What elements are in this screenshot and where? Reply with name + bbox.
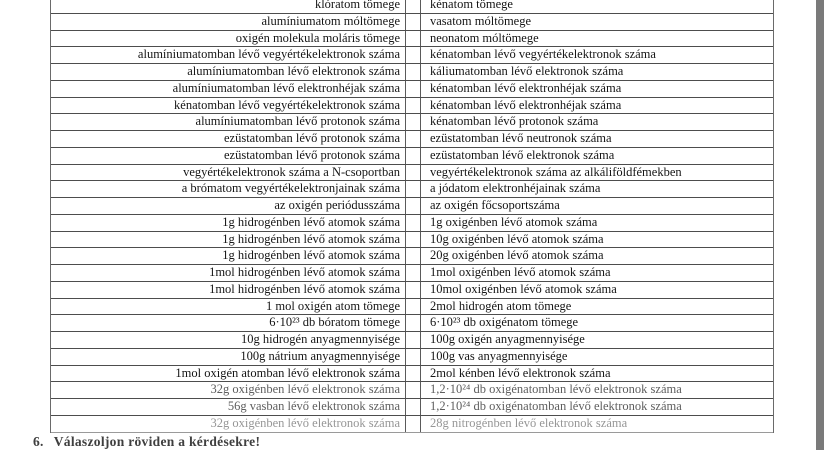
table-row (51, 98, 773, 115)
left-quantity-cell: ezüstatomban lévő protonok száma (51, 131, 406, 147)
answer-gap-cell (406, 198, 421, 214)
answer-gap-cell (406, 315, 421, 331)
right-quantity-cell: 6·10²³ db oxigénatom tömege (430, 315, 579, 330)
table-row (51, 114, 773, 131)
table-row (51, 332, 773, 349)
table-row (51, 181, 773, 198)
left-quantity-cell: oxigén molekula moláris tömege (51, 31, 406, 47)
table-row (51, 349, 773, 366)
table-row (51, 131, 773, 148)
right-quantity-cell: vegyértékelektronok száma az alkáliföldfémekben (430, 164, 682, 179)
answer-gap-cell (406, 399, 421, 415)
right-quantity-cell: 20g oxigénben lévő atomok száma (430, 248, 604, 263)
left-quantity-cell: alumíniumatomban lévő elektronok száma (51, 64, 406, 80)
table-row (51, 148, 773, 165)
right-quantity-cell: ezüstatomban lévő elektronok száma (430, 147, 615, 162)
answer-gap-cell (406, 181, 421, 197)
left-quantity-cell: 56g vasban lévő elektronok száma (51, 399, 406, 415)
answer-gap-cell (406, 47, 421, 63)
page-edge-bar (816, 0, 824, 450)
right-quantity-cell: kénatomban lévő elektronhéjak száma (430, 97, 622, 112)
left-quantity-cell: a brómatom vegyértékelektronjainak száma (51, 181, 406, 197)
answer-gap-cell (406, 282, 421, 298)
answer-gap-cell (406, 366, 421, 382)
table-row (51, 248, 773, 265)
left-quantity-cell: ezüstatomban lévő protonok száma (51, 148, 406, 164)
right-quantity-cell: 1,2·10²⁴ db oxigénatomban lévő elektronok száma (430, 399, 682, 413)
table-row (51, 265, 773, 282)
section-number: 6. (33, 434, 44, 449)
right-quantity-cell: kénatomban lévő elektronhéjak száma (430, 80, 622, 95)
right-quantity-cell: 100g vas anyagmennyisége (430, 348, 568, 363)
right-quantity-cell: a jódatom elektronhéjainak száma (430, 181, 601, 196)
right-quantity-cell: 2mol hidrogén atom tömege (430, 298, 572, 313)
right-quantity-cell: 1,2·10²⁴ db oxigénatomban lévő elektronok száma (430, 382, 682, 397)
answer-gap-cell (406, 81, 421, 97)
answer-gap-cell (406, 248, 421, 264)
left-quantity-cell: alumíniumatom móltömege (51, 14, 406, 30)
right-quantity-cell: 1mol oxigénben lévő atomok száma (430, 265, 611, 279)
right-quantity-cell: kénatomban lévő vegyértékelektronok száma (430, 47, 656, 62)
left-quantity-cell: 1g hidrogénben lévő atomok száma (51, 232, 406, 248)
answer-gap-cell (406, 31, 421, 47)
right-quantity-cell: vasatom móltömege (430, 13, 532, 28)
left-quantity-cell: vegyértékelektronok száma a N-csoportban (51, 165, 406, 181)
left-quantity-cell: klóratom tömege (51, 0, 406, 13)
right-quantity-cell: 28g nitrogénben lévő elektronok száma (430, 415, 628, 430)
left-quantity-cell: alumíniumatomban lévő vegyértékelektronok száma (51, 47, 406, 63)
right-quantity-cell: az oxigén főcsoportszáma (430, 198, 560, 212)
answer-gap-cell (406, 64, 421, 80)
answer-gap-cell (406, 232, 421, 248)
answer-gap-cell (406, 332, 421, 348)
table-row (51, 299, 773, 316)
table-row (51, 399, 773, 416)
right-quantity-cell: 1g oxigénben lévő atomok száma (430, 214, 598, 229)
table-row (51, 64, 773, 81)
table-row (51, 81, 773, 98)
table-row (51, 215, 773, 232)
right-quantity-cell: kénatomban lévő protonok száma (430, 114, 599, 129)
left-quantity-cell: 6·10²³ db bóratom tömege (51, 315, 406, 331)
answer-gap-cell (406, 148, 421, 164)
table-row (51, 382, 773, 399)
left-quantity-cell: 32g oxigénben lévő elektronok száma (51, 416, 406, 432)
table-row (51, 315, 773, 332)
table-row (51, 366, 773, 383)
left-quantity-cell: 1g hidrogénben lévő atomok száma (51, 215, 406, 231)
section-heading (33, 434, 260, 450)
left-quantity-cell: 1g hidrogénben lévő atomok száma (51, 248, 406, 264)
left-quantity-cell: kénatomban lévő vegyértékelektronok száma (51, 98, 406, 114)
left-quantity-cell: 1 mol oxigén atom tömege (51, 299, 406, 315)
right-quantity-cell: káliumatomban lévő elektronok száma (430, 64, 624, 78)
answer-gap-cell (406, 382, 421, 398)
left-quantity-cell: 100g nátrium anyagmennyisége (51, 349, 406, 365)
answer-gap-cell (406, 14, 421, 30)
table-row (51, 165, 773, 182)
left-quantity-cell: 1mol hidrogénben lévő atomok száma (51, 282, 406, 298)
right-quantity-cell: neonatom móltömege (430, 30, 539, 45)
table-row (51, 198, 773, 215)
answer-gap-cell (406, 0, 421, 13)
table-row (51, 416, 773, 433)
table-row (51, 0, 773, 14)
left-quantity-cell: 1mol hidrogénben lévő atomok száma (51, 265, 406, 281)
chem-quantities-table (50, 0, 774, 433)
answer-gap-cell (406, 299, 421, 315)
right-quantity-cell: 100g oxigén anyagmennyisége (430, 332, 585, 346)
table-row (51, 282, 773, 299)
answer-gap-cell (406, 165, 421, 181)
left-quantity-cell: alumíniumatomban lévő protonok száma (51, 114, 406, 130)
answer-gap-cell (406, 114, 421, 130)
left-quantity-cell: az oxigén periódusszáma (51, 198, 406, 214)
left-quantity-cell: 10g hidrogén anyagmennyisége (51, 332, 406, 348)
table-row (51, 14, 773, 31)
table-row (51, 31, 773, 48)
right-quantity-cell: ezüstatomban lévő neutronok száma (430, 131, 612, 145)
answer-gap-cell (406, 215, 421, 231)
answer-gap-cell (406, 349, 421, 365)
right-quantity-cell: 10g oxigénben lévő atomok száma (430, 231, 604, 246)
right-quantity-cell: 10mol oxigénben lévő atomok száma (430, 281, 617, 296)
table-row (51, 47, 773, 64)
answer-gap-cell (406, 416, 421, 432)
answer-gap-cell (406, 98, 421, 114)
left-quantity-cell: alumíniumatomban lévő elektronhéjak száma (51, 81, 406, 97)
right-quantity-cell: 2mol kénben lévő elektronok száma (430, 365, 611, 380)
answer-gap-cell (406, 265, 421, 281)
section-title: Válaszoljon röviden a kérdésekre! (53, 434, 261, 449)
left-quantity-cell: 1mol oxigén atomban lévő elektronok száma (51, 366, 406, 382)
right-quantity-cell: kénatom tömege (430, 0, 513, 11)
answer-gap-cell (406, 131, 421, 147)
left-quantity-cell: 32g oxigénben lévő elektronok száma (51, 382, 406, 398)
table-row (51, 232, 773, 249)
